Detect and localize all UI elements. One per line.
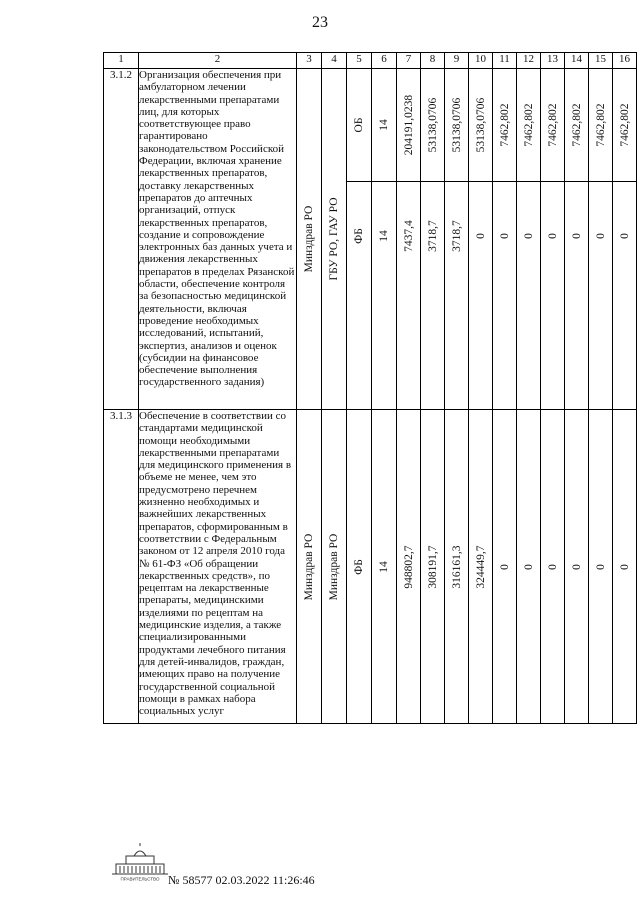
code-cell [372,182,397,410]
logo-caption: ПРАВИТЕЛЬСТВО [120,876,160,882]
row-description: Организация обеспечения при амбулаторном лечении лекарственными препаратами лиц, для которых соответствующее право гарантировано законодательством Российской Федерации, включая хранение лекарственных препаратов, доставку лекарственных препаратов до аптечных организаций, отпуск лекарственных препаратов, создание и сопровождение электронных баз данных учета и движения лекарственных препаратов в пределах Рязанской области, обеспечение контроля за безопасностью медицинской деятельности, включая проведение необходимых исследований, испытаний, экспертиз, анализов и оценок (субсидии на финансовое обеспечение выполнения государственного задания) [139,69,297,410]
value-text: 7462,802 [522,103,535,147]
code-text: 14 [378,119,390,131]
header-cell: 3 [297,53,322,69]
value-cell [565,182,589,410]
row-description: Обеспечение в соответствии со стандартами медицинской помощи необходимыми лекарственными препаратами для медицинского применения в объеме не менее, чем это предусмотрено перечнем жизненно необходимых и важнейших лекарственных препаратов, сформированным в соответствии с Федеральным законом от 12 апреля 2010 года № 61-ФЗ «Об обращении лекарственных средств», по рецептам на лекарственные препараты, медицинскими изделиями по рецептам на медицинские изделия, а также специализированными продуктами лечебного питания для детей-инвалидов, граждан, имеющих право на получение государственной социальной помощи в рамках набора социальных услуг [139,410,297,724]
header-cell: 5 [347,53,372,69]
executor-cell [322,69,347,410]
value-cell [541,69,565,182]
row-code: 3.1.2 [104,69,139,410]
value-cell [469,182,493,410]
value-cell [541,182,565,410]
government-logo [108,842,172,882]
program-table [103,52,637,724]
responsible-text: Минздрав РО [303,205,315,273]
value-cell [589,182,613,410]
building-icon [108,842,172,882]
value-cell [565,410,589,724]
header-cell: 6 [372,53,397,69]
header-cell: 10 [469,53,493,69]
value-text: 7462,802 [618,103,631,147]
value-text: 0 [522,563,535,570]
header-cell: 2 [139,53,297,69]
value-cell [445,410,469,724]
value-cell [493,69,517,182]
value-text: 0 [570,563,583,570]
responsible-cell [297,410,322,724]
value-text: 0 [546,563,559,570]
value-cell [397,410,421,724]
value-cell [541,410,565,724]
value-cell [493,182,517,410]
header-cell: 15 [589,53,613,69]
responsible-cell [297,69,322,410]
value-text: 0 [498,563,511,570]
header-cell: 12 [517,53,541,69]
value-text: 7462,802 [594,103,607,147]
value-text: 0 [594,563,607,570]
value-cell [517,410,541,724]
value-text: 948802,7 [402,544,415,589]
code-cell [372,410,397,724]
value-cell [421,182,445,410]
value-text: 0 [594,233,607,239]
value-text: 0 [570,233,583,239]
table-row [104,69,637,182]
value-text: 7462,802 [546,103,559,147]
code-cell [372,69,397,182]
budget-text: ОБ [353,117,365,133]
value-text: 7437,4 [402,220,415,252]
value-cell [397,69,421,182]
code-text: 14 [378,560,390,573]
value-text: 3718,7 [426,220,439,252]
value-cell [445,182,469,410]
value-text: 324449,7 [474,544,487,589]
value-text: 7462,802 [570,103,583,147]
responsible-text: Минздрав РО [303,533,315,600]
registration-stamp: № 58577 02.03.2022 11:26:46 [168,873,315,887]
value-cell [421,410,445,724]
budget-cell [347,69,372,182]
page-number: 23 [312,14,328,31]
value-text: 0 [546,233,559,239]
value-cell [469,69,493,182]
value-text: 53138,0706 [450,97,463,153]
executor-text: ГБУ РО, ГАУ РО [328,197,340,281]
table-row [104,410,637,724]
budget-cell [347,410,372,724]
value-cell [517,182,541,410]
value-cell [589,69,613,182]
value-text: 53138,0706 [474,97,487,153]
value-text: 204191,0238 [402,94,415,156]
value-cell [613,69,637,182]
value-cell [517,69,541,182]
row-code: 3.1.3 [104,410,139,724]
value-cell [493,410,517,724]
budget-text: ФБ [353,558,365,575]
value-text: 0 [498,233,511,239]
value-text: 0 [474,233,487,239]
header-cell: 9 [445,53,469,69]
value-text: 0 [618,233,631,239]
value-cell [565,69,589,182]
header-cell: 7 [397,53,421,69]
value-cell [445,69,469,182]
value-cell [613,182,637,410]
header-cell: 4 [322,53,347,69]
executor-text: Минздрав РО [328,533,340,600]
value-text: 7462,802 [498,103,511,147]
value-text: 0 [522,233,535,239]
header-cell: 11 [493,53,517,69]
header-row [104,53,637,69]
value-text: 0 [618,563,631,570]
value-cell [613,410,637,724]
value-text: 308191,7 [426,544,439,589]
budget-cell [347,182,372,410]
value-text: 53138,0706 [426,97,439,153]
value-text: 316161,3 [450,544,463,589]
value-text: 3718,7 [450,220,463,252]
value-cell [421,69,445,182]
value-cell [589,410,613,724]
value-cell [469,410,493,724]
header-cell: 14 [565,53,589,69]
executor-cell [322,410,347,724]
budget-text: ФБ [353,228,365,244]
header-cell: 8 [421,53,445,69]
header-cell: 16 [613,53,637,69]
header-cell: 1 [104,53,139,69]
header-cell: 13 [541,53,565,69]
value-cell [397,182,421,410]
code-text: 14 [378,230,390,242]
